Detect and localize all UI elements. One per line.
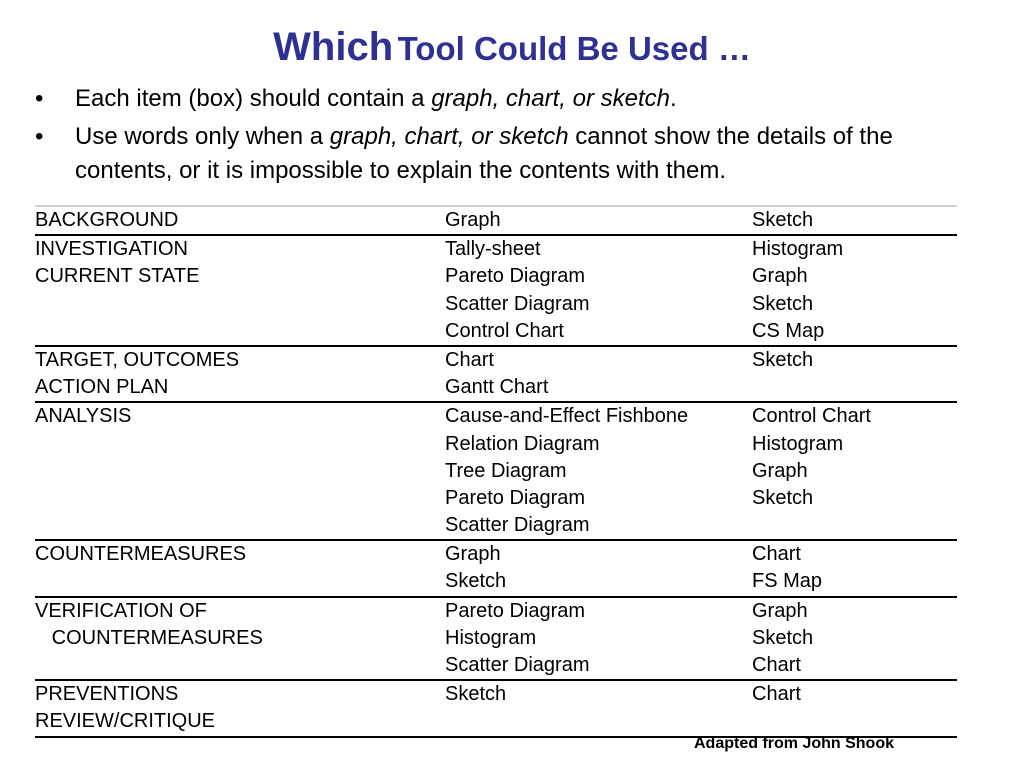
- step-cell: COUNTERMEASURES: [35, 626, 263, 649]
- table-row: [35, 236, 957, 263]
- table-row: [35, 652, 957, 679]
- tool-cell: Chart: [752, 654, 801, 676]
- bullet-text-italic: graph, chart, or sketch: [329, 123, 569, 150]
- tool-cell: Graph: [752, 265, 808, 288]
- tool-cell: [752, 708, 957, 735]
- tool-cell: Chart: [752, 683, 801, 706]
- bullet-marker: •: [35, 85, 44, 112]
- tool-cell: Histogram: [752, 238, 844, 261]
- tool-cell: Sketch: [752, 209, 814, 231]
- table-row: [35, 458, 957, 485]
- bullet-text-italic: graph, chart, or sketch: [431, 85, 670, 112]
- step-cell: INVESTIGATION: [35, 238, 188, 261]
- table-row: [35, 512, 957, 539]
- bullet-item-1: [35, 82, 985, 116]
- tool-cell: Histogram: [752, 432, 844, 455]
- tool-cell: Sketch: [752, 626, 814, 649]
- tool-cell: Graph: [445, 543, 501, 566]
- table-row: [35, 708, 957, 735]
- step-cell: ANALYSIS: [35, 405, 132, 428]
- tool-cell: Tally-sheet: [445, 238, 541, 261]
- step-cell: BACKGROUND: [35, 209, 179, 231]
- tool-cell: [752, 374, 957, 401]
- table-group: [35, 347, 957, 403]
- step-cell: [35, 431, 445, 458]
- tool-cell: Tree Diagram: [445, 459, 567, 482]
- step-cell: [35, 318, 445, 345]
- tool-cell: Graph: [752, 599, 808, 622]
- table-row: [35, 374, 957, 401]
- table-group: [35, 207, 957, 236]
- bullet-text: [75, 120, 985, 188]
- table-row: [35, 598, 957, 625]
- tool-cell: Scatter Diagram: [445, 514, 590, 537]
- tool-cell: Chart: [445, 348, 494, 371]
- tools-table: [35, 205, 957, 738]
- step-cell: REVIEW/CRITIQUE: [35, 710, 216, 733]
- table-group: [35, 598, 957, 682]
- step-cell: [35, 291, 445, 318]
- tool-cell: Sketch: [752, 292, 814, 315]
- tool-cell: Histogram: [445, 626, 537, 649]
- table-row: [35, 291, 957, 318]
- step-cell: CURRENT STATE: [35, 265, 200, 288]
- tool-cell: Graph: [752, 459, 808, 482]
- step-cell: VERIFICATION OF: [35, 599, 207, 622]
- table-row: [35, 263, 957, 290]
- tool-cell: Graph: [445, 209, 501, 231]
- table-row: [35, 541, 957, 568]
- tool-cell: Control Chart: [752, 405, 871, 428]
- table-row: [35, 207, 957, 234]
- title-part-1: Which: [273, 25, 394, 69]
- step-cell: COUNTERMEASURES: [35, 543, 247, 566]
- bullet-text-plain-end: .: [669, 85, 677, 112]
- table-group: [35, 403, 957, 541]
- tool-cell: Pareto Diagram: [445, 265, 586, 288]
- bullet-text-plain: Each item (box) should contain a: [75, 85, 432, 112]
- bullet-text-plain-end: cannot show the details of the contents, or it is impossible to explain the contents with them.: [75, 123, 893, 184]
- slide-title: [0, 24, 1024, 79]
- tool-cell: [445, 708, 752, 735]
- bullet-text: [75, 82, 985, 116]
- tool-cell: Control Chart: [445, 319, 564, 342]
- title-part-2: Tool Could Be Used …: [397, 30, 751, 67]
- step-cell: ACTION PLAN: [35, 376, 169, 399]
- tool-cell: Sketch: [752, 348, 814, 371]
- table-row: [35, 625, 957, 652]
- step-cell: TARGET, OUTCOMES: [35, 348, 240, 371]
- table-row: [35, 318, 957, 345]
- step-cell: [35, 485, 445, 512]
- table-group: [35, 236, 957, 347]
- tool-cell: [752, 512, 957, 539]
- table-row: [35, 681, 957, 708]
- tool-cell: Chart: [752, 543, 801, 566]
- tool-cell: CS Map: [752, 319, 825, 342]
- tool-cell: Scatter Diagram: [445, 654, 590, 676]
- table-group: [35, 681, 957, 737]
- bullet-text-plain: Use words only when a: [75, 123, 330, 150]
- table-group: [35, 541, 957, 597]
- tool-cell: Sketch: [445, 683, 507, 706]
- tool-cell: Scatter Diagram: [445, 292, 590, 315]
- step-cell: [35, 568, 445, 595]
- tool-cell: Pareto Diagram: [445, 599, 586, 622]
- tool-cell: Cause-and-Effect Fishbone: [445, 405, 689, 428]
- step-cell: PREVENTIONS: [35, 683, 179, 706]
- bullet-list: [35, 82, 985, 192]
- tool-cell: Pareto Diagram: [445, 486, 586, 509]
- tool-cell: Relation Diagram: [445, 432, 600, 455]
- tool-cell: Gantt Chart: [445, 376, 549, 399]
- tool-cell: Sketch: [445, 570, 507, 593]
- table-row: [35, 568, 957, 595]
- step-cell: [35, 458, 445, 485]
- tool-cell: Sketch: [752, 486, 814, 509]
- table-row: [35, 431, 957, 458]
- table-row: [35, 347, 957, 374]
- table-row: [35, 485, 957, 512]
- tool-cell: FS Map: [752, 570, 823, 593]
- table-row: [35, 403, 957, 430]
- step-cell: [35, 652, 445, 679]
- bullet-item-2: [35, 120, 985, 188]
- source-credit: Adapted from John Shook: [694, 735, 894, 752]
- bullet-marker: •: [35, 123, 44, 150]
- step-cell: [35, 512, 445, 539]
